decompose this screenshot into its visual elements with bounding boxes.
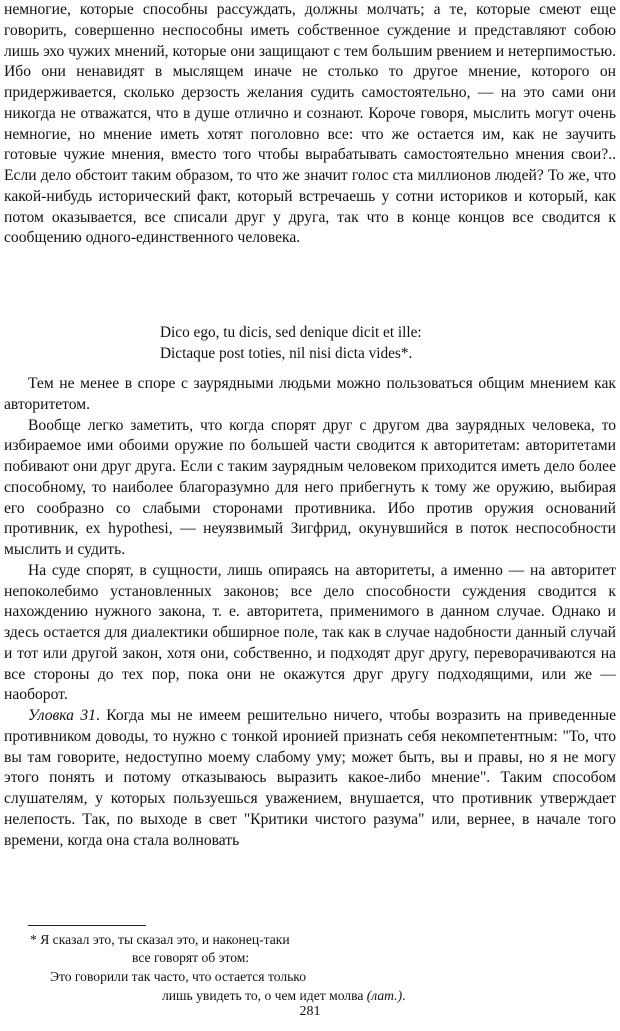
verse-line-1: Dico ego, tu dicis, sed denique dicit et ille: <box>160 324 422 341</box>
paragraph-4: На суде спорят, в сущности, лишь опираясь на авторитеты, а именно — на авторитет непоколебимо установленных законов; все дело способности суждения сводится к нахождению нужного закона, т. е. авторитета, применимого в данном случае. Однако и здесь остается для диалектики обширное поле, так как в случае надобности данный случай и тот или другой закон, хотя они, собственно, и подходят друг другу, переворачиваются на все стороны до тех пор, пока они не окажутся друг другу подходящими, или же — наоборот. <box>4 561 616 704</box>
footnote-divider <box>28 925 146 926</box>
main-text-block-2 <box>4 374 616 851</box>
footnote-line-2: все говорят об этом: <box>132 950 250 965</box>
footnote-lang: (лат.) <box>366 988 403 1003</box>
footnote-end: . <box>402 988 406 1003</box>
paragraph-3: Вообще легко заметить, что когда спорят друг с другом два заурядных человека, то избираемое ими обоими оружие по большей части сводится к авторитетам: авторитетами побивают они друг друга. Если с таким заурядным человеком приходится иметь дело более способному, то наиболее благоразумно для него прибегнуть к тому же оружию, выбирая его сообразно со слабыми сторонами противника. Ибо против оружия оснований противник, ex hypothesi, — неуязвимый Зигфрид, окунувшийся в поток неспособности мыслить и судить. <box>4 416 616 558</box>
latin-verse <box>160 323 580 364</box>
paragraph-2: Тем не менее в споре с заурядными людьми можно пользоваться общим мнением как авторитетом. <box>4 375 616 413</box>
footnote-line-4 <box>162 987 406 1006</box>
footnote-line-1: * Я сказал это, ты сказал это, и наконец-таки <box>30 932 290 947</box>
paragraph-5-text: . Когда мы не имеем решительно ничего, чтобы возразить на приведенные противником доводы, то нужно с тонкой иронией признать себя некомпетентным: "То, что вы там говорите, недоступно моему слабому уму; может быть, вы и правы, но я не могу этого понять и потому отказываюсь выразить какое-либо мнение". Таким способом слушателям, у которых пользуешься уважением, внушается, что противник утверждает нелепость. Так, по выходе в свет "Критики чистого разума" или, вернее, в начале того времени, когда она стала волновать <box>4 707 616 849</box>
paragraph-5 <box>4 706 616 851</box>
footnote-line-3: Это говорили так часто, что остается только <box>50 969 307 984</box>
trick-heading: Уловка 31 <box>28 707 96 724</box>
page-number: 281 <box>299 1004 321 1019</box>
footnote-line-4-text: лишь увидеть то, о чем идет молва <box>162 988 367 1003</box>
paragraph-1: немногие, которые способны рассуждать, должны молчать; а те, которые смеют еще говорить, совершенно неспособны иметь собственное суждение и представляют собою лишь эхо чужих мнений, которые они защищают с тем большим рвением и нетерпимостью. Ибо они ненавидят в мыслящем иначе не столько то другое мнение, которого он придерживается, сколько дерзость желания судить самостоятельно, — на это сами они никогда не отважатся, что в душе отлично и сознают. Короче говоря, мыслить могут очень немногие, но мнение иметь хотят поголовно все: что же остается им, как не заучить готовые чужие мнения, вместо того чтобы вырабатывать самостоятельно мнения свои?.. Если дело обстоит таким образом, то что же значит голос ста миллионов людей? То же, что какой-нибудь исторический факт, который встречаешь у сотни историков и который, как потом оказывается, все списали друг у друга, так что в конце концов все сводится к сообщению одного-единственного человека. <box>4 1 616 247</box>
main-text-block <box>4 0 616 249</box>
verse-line-2: Dictaque post toties, nil nisi dicta vides*. <box>160 344 413 362</box>
